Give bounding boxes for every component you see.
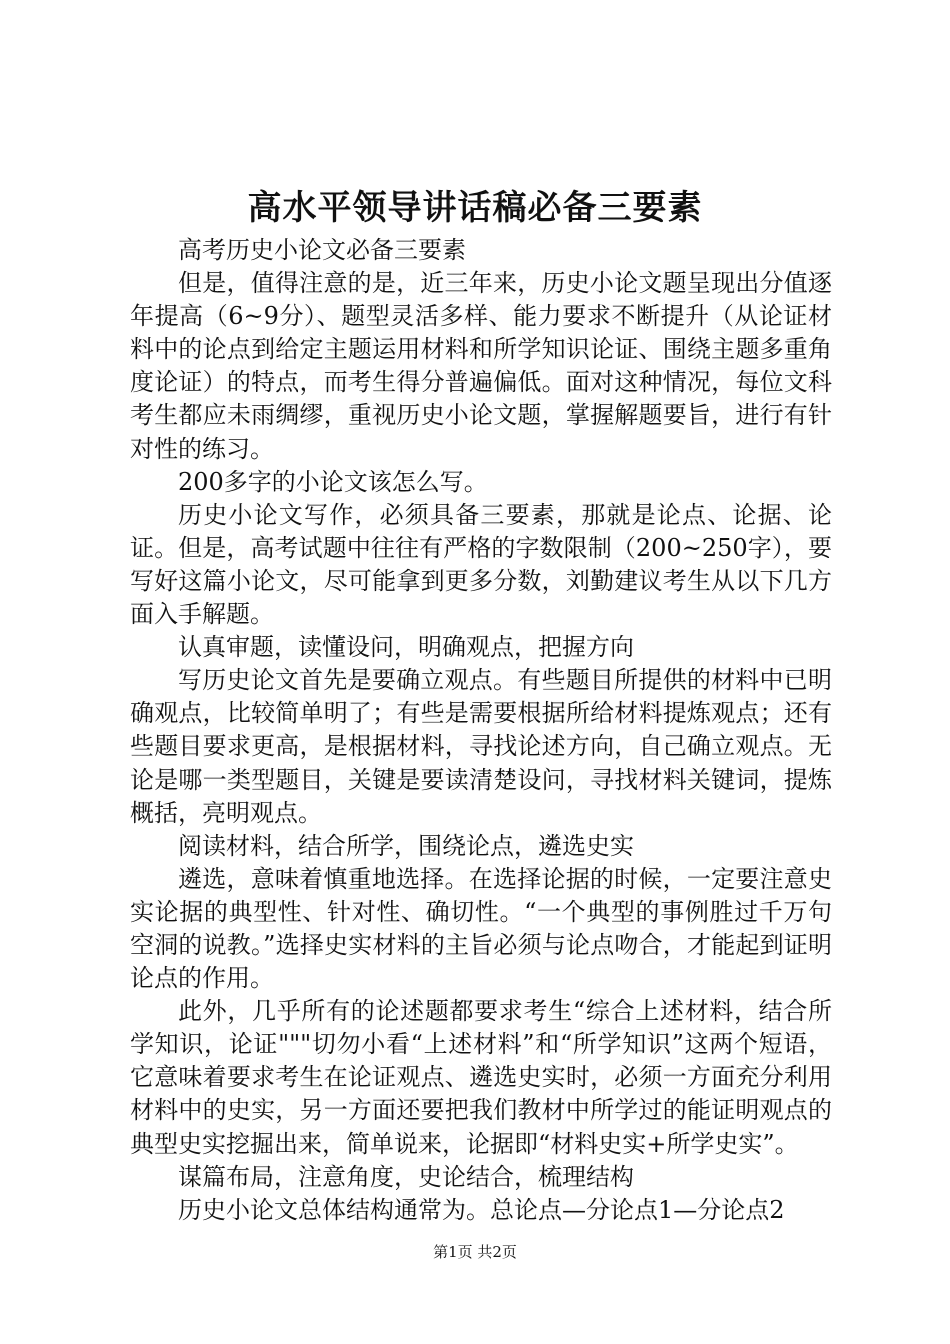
page-number-footer: 第1页 共2页 xyxy=(433,1243,517,1261)
paragraph: 但是，值得注意的是，近三年来，历史小论文题呈现出分值逐年提高（6~9分）、题型灵活多样、能力要求不断提升（从论证材料中的论点到给定主题运用材料和所学知识论证、围绕主题多重角度论证）的特点，而考生得分普遍偏低。面对这种情况，每位文科考生都应未雨绸缪，重视历史小论文题，掌握解题要旨，进行有针对性的练习。 xyxy=(130,269,832,463)
paragraph: 历史小论文写作，必须具备三要素，那就是论点、论据、论证。但是，高考试题中往往有严格的字数限制（200~250字），要写好这篇小论文，尽可能拿到更多分数，刘勤建议考生从以下几方面入手解题。 xyxy=(130,500,832,629)
paragraph: 历史小论文总体结构通常为。总论点—分论点1—分论点2 xyxy=(178,1195,785,1224)
paragraph: 遴选，意味着慎重地选择。在选择论据的时候，一定要注意史实论据的典型性、针对性、确切性。“一个典型的事例胜过千万句空洞的说教。”选择史实材料的主旨必须与论点吻合，才能起到证明论点的作用。 xyxy=(130,864,832,993)
document-title: 高水平领导讲话稿必备三要素 xyxy=(247,188,703,228)
section-heading: 阅读材料，结合所学，围绕论点，遴选史实 xyxy=(178,831,634,860)
section-heading: 认真审题，读懂设问，明确观点，把握方向 xyxy=(178,633,634,662)
section-heading: 谋篇布局，注意角度，史论结合，梳理结构 xyxy=(178,1162,634,1191)
paragraph: 写历史论文首先是要确立观点。有些题目所提供的材料中已明确观点，比较简单明了；有些是需要根据所给材料提炼观点；还有些题目要求更高，是根据材料，寻找论述方向，自己确立观点。无论是哪一类型题目，关键是要读清楚设问，寻找材料关键词，提炼概括，亮明观点。 xyxy=(130,666,832,827)
paragraph: 此外，几乎所有的论述题都要求考生“综合上述材料，结合所学知识，论证"""切勿小看“上述材料”和“所学知识”这两个短语，它意味着要求考生在论证观点、遴选史实时，必须一方面充分利用材料中的史实，另一方面还要把我们教材中所学过的能证明观点的典型史实挖掘出来，简单说来，论据即“材料史实+所学史实”。 xyxy=(130,997,832,1158)
document-body xyxy=(130,234,832,1227)
paragraph-subtitle: 高考历史小论文必备三要素 xyxy=(178,236,466,264)
paragraph: 200多字的小论文该怎么写。 xyxy=(178,467,488,496)
